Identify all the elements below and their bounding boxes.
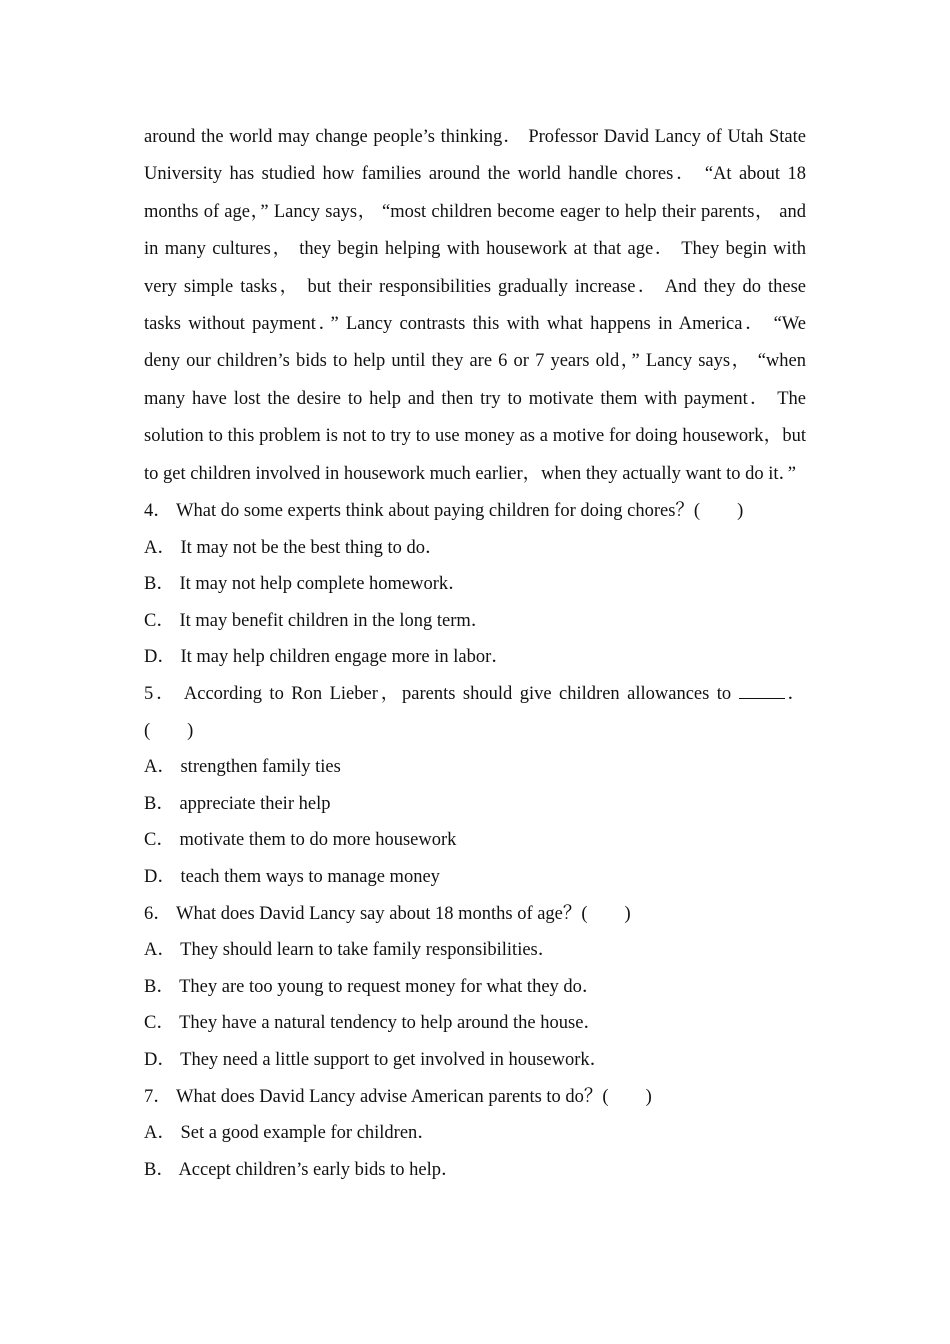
question-stem (144, 676, 806, 749)
question-stem-after: ．( ) (144, 684, 806, 741)
document-page (144, 119, 806, 1188)
option-b[interactable]: B． It may not help complete homework． (144, 574, 467, 595)
question-7 (144, 1079, 806, 1189)
reading-passage: around the world may change people’s thinking． Professor David Lancy of Utah State University has studied how families around the world handle chores． “At about 18 months of age，” Lancy says， “most children become eager to help their parents， and in many cultures， they begin helping with housework at that age． They begin with very simple tasks， but their responsibilities gradually increase． And they do these tasks without payment．” Lancy contrasts this with what happens in America． “We deny our children’s bids to help until they are 6 or 7 years old，” Lancy says， “when many have lost the desire to help and then try to motivate them with payment． The solution to this problem is not to try to use money as a motive for doing housework，but to get children involved in housework much earlier，when they actually want to do it．” (144, 127, 806, 484)
option-c[interactable]: C． motivate them to do more housework (144, 830, 457, 851)
option-c[interactable]: C． It may benefit children in the long term． (144, 610, 490, 631)
question-6 (144, 896, 806, 1079)
option-b[interactable]: B． Accept children’s early bids to help． (144, 1159, 460, 1180)
option-a[interactable]: A． They should learn to take family responsibilities． (144, 940, 557, 961)
option-b[interactable]: B． appreciate their help (144, 793, 331, 814)
option-d[interactable]: D． They need a little support to get involved in housework． (144, 1049, 609, 1070)
question-4 (144, 493, 806, 676)
option-a[interactable]: A． It may not be the best thing to do． (144, 537, 444, 558)
option-a[interactable]: A． strengthen family ties (144, 757, 341, 778)
option-a[interactable]: A． Set a good example for children． (144, 1123, 436, 1144)
question-5 (144, 676, 806, 896)
option-d[interactable]: D． It may help children engage more in labor． (144, 647, 510, 668)
option-c[interactable]: C． They have a natural tendency to help around the house． (144, 1013, 602, 1034)
question-stem: 4． What do some experts think about paying children for doing chores？( ) (144, 501, 744, 522)
question-stem: 6． What does David Lancy say about 18 months of age？( ) (144, 903, 631, 924)
question-stem-before: 5． According to Ron Lieber，parents should give children allowances to (144, 684, 739, 705)
answer-blank (739, 684, 785, 699)
question-stem: 7． What does David Lancy advise American parents to do？( ) (144, 1086, 652, 1107)
option-b[interactable]: B． They are too young to request money for what they do． (144, 976, 601, 997)
option-d[interactable]: D． teach them ways to manage money (144, 867, 440, 887)
